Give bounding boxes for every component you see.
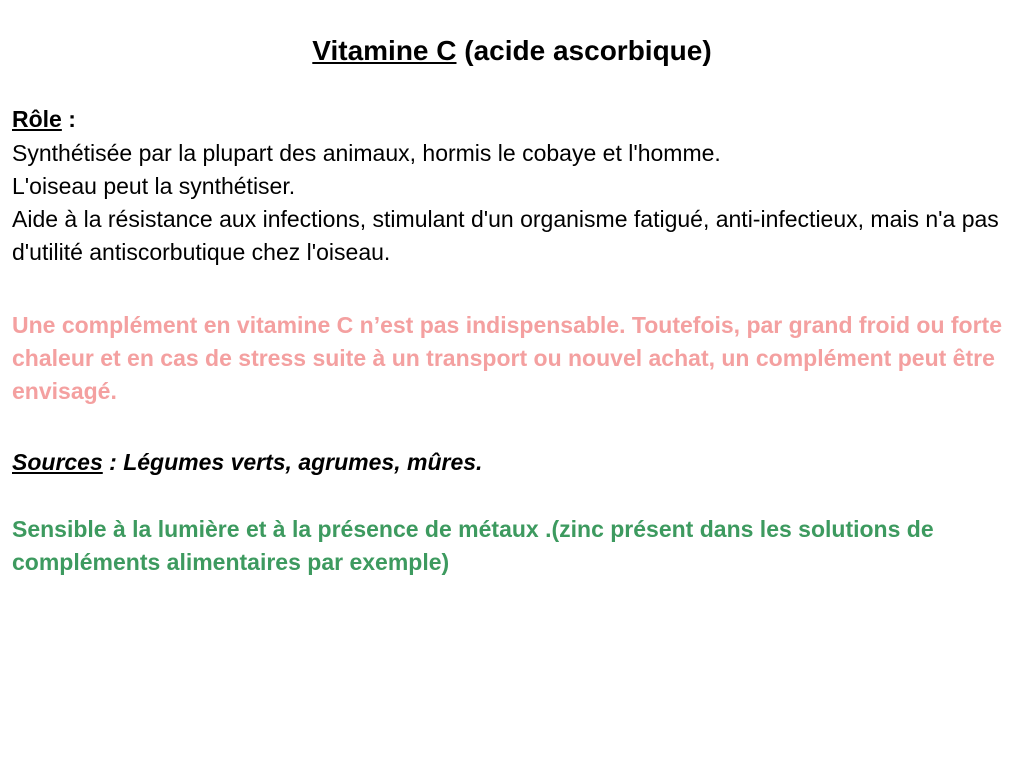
sensitivity-note: Sensible à la lumière et à la présence de métaux .(zinc présent dans les solutions de compléments alimentaires par exemple): [12, 516, 934, 575]
sources-text: : Légumes verts, agrumes, mûres.: [102, 449, 483, 475]
slide: [12, 0, 1012, 768]
title-main: Vitamine C: [312, 35, 457, 66]
role-heading: [12, 103, 1012, 136]
supplement-note: Une complément en vitamine C n’est pas indispensable. Toutefois, par grand froid ou forte chaleur et en cas de stress suite à un transport ou nouvel achat, un complément peut être envisagé.: [12, 312, 1002, 404]
role-line-1: Synthétisée par la plupart des animaux, hormis le cobaye et l'homme.: [12, 140, 721, 166]
role-line-2: L'oiseau peut la synthétiser.: [12, 173, 296, 199]
title-sub: (acide ascorbique): [456, 35, 712, 66]
role-description: [12, 137, 1012, 269]
role-heading-label: Rôle: [12, 106, 62, 132]
sources-label: Sources: [12, 449, 103, 475]
role-heading-colon: :: [61, 106, 76, 132]
slide-title: [12, 33, 1012, 69]
sources-line: [12, 446, 1012, 479]
role-line-3: Aide à la résistance aux infections, stimulant d'un organisme fatigué, anti-infectieux, mais n'a pas d'utilité antiscorbutique chez l'oiseau.: [12, 206, 999, 265]
